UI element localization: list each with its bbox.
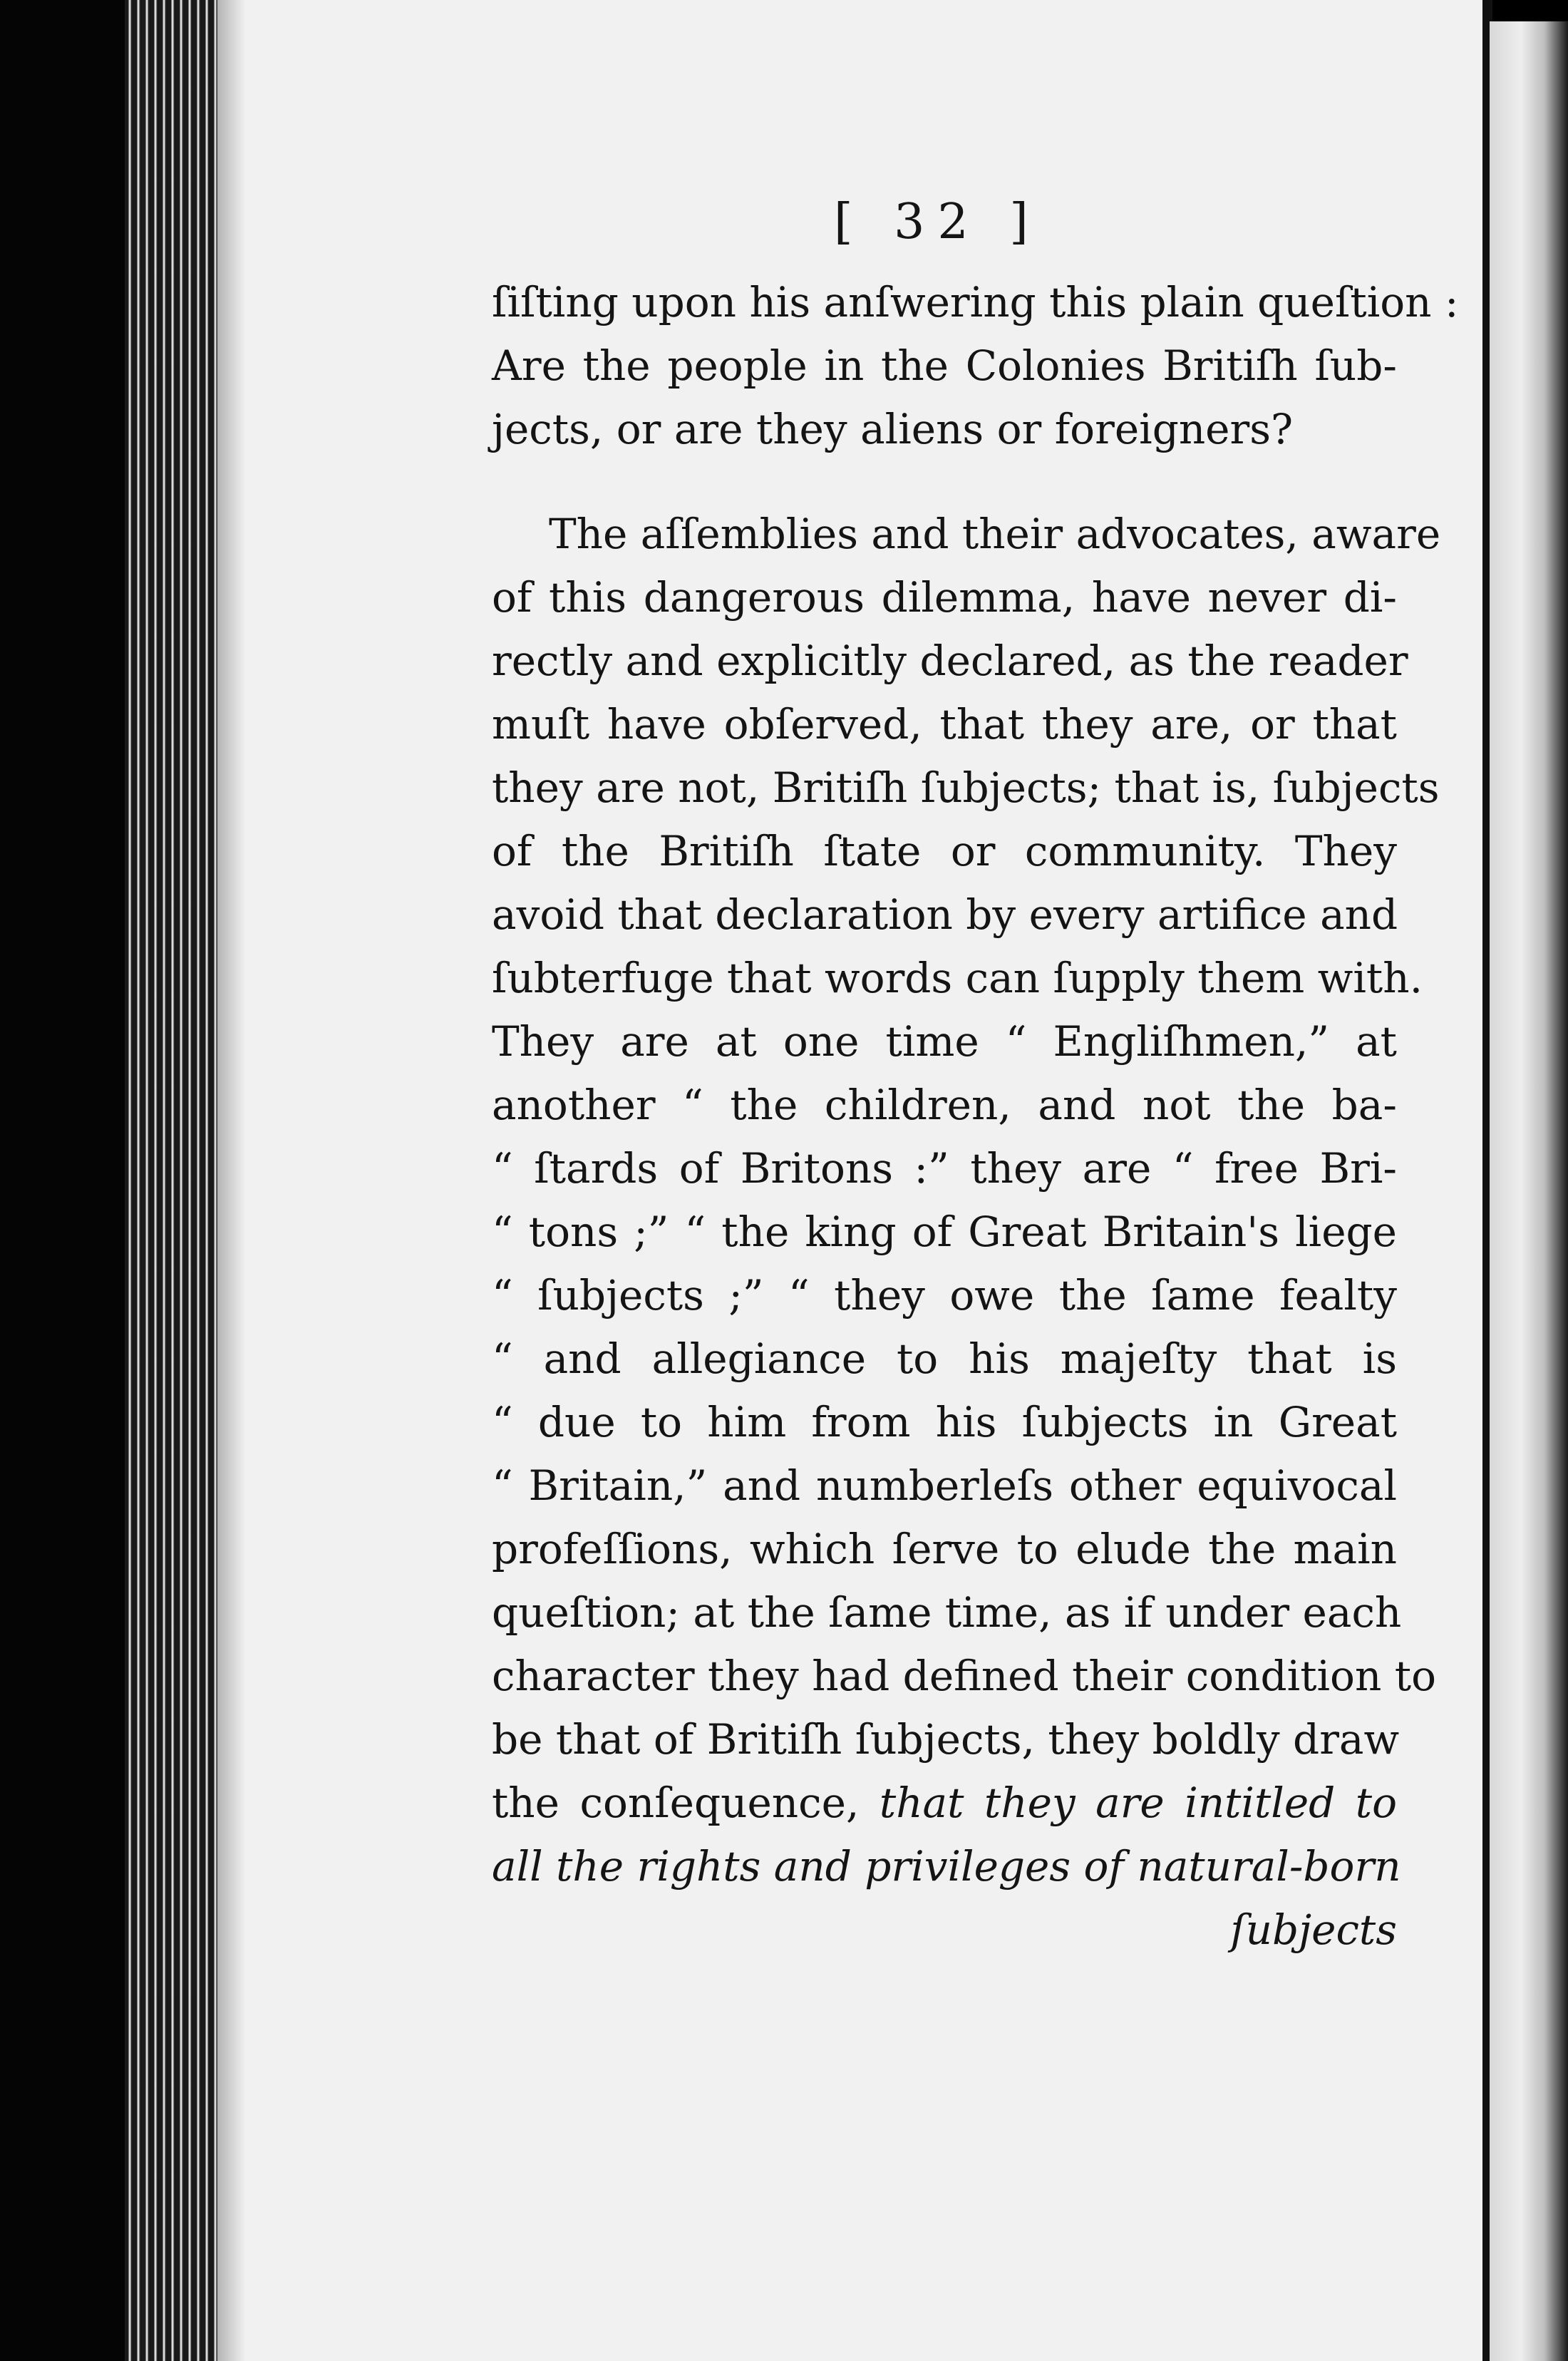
text-line-italic: that they are intitled to (879, 1779, 1397, 1827)
text-line: profeſſions, which ſerve to elude the main (492, 1525, 1397, 1573)
page-number: [ 32 ] (834, 194, 1041, 250)
text-line: “ tons ;” “ the king of Great Britain's liege (492, 1208, 1397, 1256)
text-line: “ ſtards of Britons :” they are “ free Bri- (492, 1144, 1397, 1193)
text-line: Are the people in the Colonies Britiſh ſub- (492, 341, 1397, 390)
text-line: character they had defined their condition to (492, 1652, 1436, 1700)
paragraph-1 (492, 271, 1459, 461)
catchword: ſubjects (1230, 1905, 1397, 1954)
text-line: all the rights and privileges of natural-born (492, 1842, 1401, 1891)
text-line: “ Britain,” and numberleſs other equivocal (492, 1461, 1397, 1510)
text-line: another “ the children, and not the ba- (492, 1081, 1397, 1129)
text-line (492, 1771, 1397, 1835)
text-line: of the Britiſh ſtate or community. They (492, 827, 1397, 875)
text-line: muſt have obſerved, that they are, or that (492, 700, 1397, 749)
text-line: jects, or are they aliens or foreigners? (492, 405, 1294, 453)
text-line: of this dangerous dilemma, have never di- (492, 573, 1397, 622)
text-line: “ and allegiance to his majeſty that is (492, 1334, 1397, 1383)
text-line: ſiſting upon his anſwering this plain queſtion : (492, 278, 1459, 326)
text-line: be that of Britiſh ſubjects, they boldly draw (492, 1715, 1400, 1764)
text-line: “ due to him from his ſubjects in Great (492, 1398, 1397, 1446)
text-line: The aſſemblies and their advocates, aware (549, 510, 1441, 558)
text-line: queſtion; at the ſame time, as if under each (492, 1588, 1402, 1637)
facing-page-edge (1490, 21, 1568, 2361)
text-line: they are not, Britiſh ſubjects; that is, ſubjects (492, 763, 1440, 812)
text-line: They are at one time “ Engliſhmen,” at (492, 1017, 1397, 1066)
page-edges (125, 0, 221, 2361)
text-line: rectly and explicitly declared, as the reader (492, 637, 1408, 685)
paragraph-2 (492, 503, 1441, 1962)
binding-shadow (0, 0, 132, 2361)
text-line-plain: the conſequence, (492, 1779, 860, 1827)
body-text (492, 271, 1459, 1962)
text-line: ſubterfuge that words can ſupply them with. (492, 954, 1423, 1002)
text-line: “ ſubjects ;” “ they owe the ſame fealty (492, 1271, 1397, 1320)
text-line: avoid that declaration by every artifice and (492, 890, 1398, 939)
